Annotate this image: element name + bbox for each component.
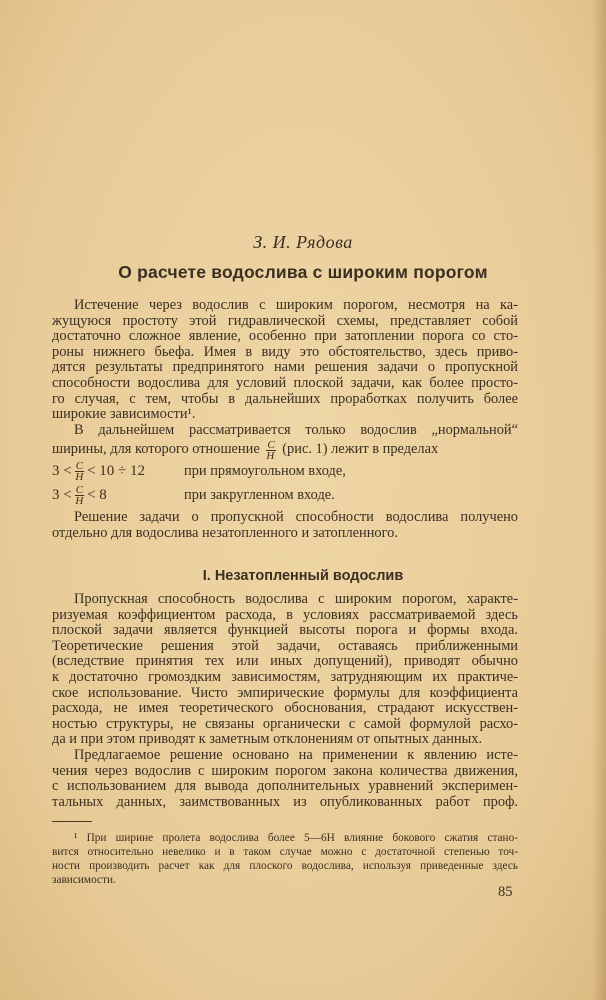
- formula-right: < 10 ÷ 12: [87, 462, 146, 479]
- text-line: широкие зависимости¹.: [52, 407, 196, 423]
- page-number: 85: [498, 884, 513, 900]
- text-fragment: ширины, для которого отношение: [52, 441, 260, 458]
- section-body: [52, 592, 518, 810]
- footnote-line: зависимости.: [52, 874, 116, 886]
- text-line: достаточно сложное явление, особенно при затоплении порога со сто-: [52, 329, 518, 345]
- fraction-denominator: H: [75, 471, 84, 483]
- formula-left: 3 <: [52, 462, 72, 479]
- text-line: способности водослива для условий плоской задачи, как более просто-: [52, 375, 518, 391]
- text-line: Истечение через водослив с широким порогом, несмотря на ка-: [74, 298, 518, 313]
- text-line: го случая, с тем, чтобы в дальнейших проработках получить более: [52, 391, 518, 407]
- formula-left: 3 <: [52, 486, 72, 503]
- text-line: ностью структуры, не связаны органически с самой формулой расхо-: [52, 716, 518, 732]
- text-line: ское использование. Чисто эмпирические формулы для коэффициента: [52, 685, 518, 701]
- fraction-denominator: H: [75, 495, 84, 507]
- text-line: расхода, не имея теоретического обоснования, страдают искусствен-: [52, 701, 518, 717]
- text-line: В дальнейшем рассматривается только водослив „нормальной“: [74, 422, 518, 438]
- section-heading: I. Незатопленный водослив: [202, 568, 404, 584]
- text-line: Пропускная способность водослива с широким порогом, характе-: [74, 592, 518, 607]
- text-line: Предлагаемое решение основано на применении к явлению исте-: [74, 747, 518, 763]
- formula-right: < 8: [87, 486, 107, 503]
- text-line: дятся результаты предпринятого нами решения задачи о пропускной: [52, 360, 518, 376]
- text-fragment: (рис. 1) лежит в пределах: [282, 441, 439, 458]
- text-line: к достаточно громоздким зависимостям, затрудняющим их практиче-: [52, 669, 518, 685]
- footnote-line: вится относительно невелико и в таком случае можно с достаточной степенью точ-: [52, 846, 518, 858]
- text-line: отдельно для водослива незатопленного и затопленного.: [52, 525, 398, 541]
- fraction-numerator: C: [75, 460, 84, 472]
- page-edge-shadow: [592, 0, 606, 1000]
- text-line: Решение задачи о пропускной способности водослива получено: [74, 510, 518, 525]
- text-line: плоской задачи является функцией высоты порога и формы входа.: [52, 623, 518, 639]
- fraction-numerator: C: [75, 484, 84, 496]
- formula-description: при закругленном входе.: [184, 487, 335, 503]
- fraction-numerator: C: [267, 438, 275, 451]
- text-line: (вследствие принятия тех или иных допущений), приводят обычно: [52, 654, 518, 670]
- formula-rounded-entry: [52, 484, 335, 507]
- text-line: да и при этом приводят к заметным отклонениям от опытных данных.: [52, 732, 483, 748]
- text-line: тальных данных, заимствованных из опубликованных работ проф.: [52, 794, 518, 810]
- text-line: роны нижнего бьефа. Имея в виду это обстоятельство, здесь приво-: [52, 344, 518, 360]
- footnote-line: ¹ При ширине пролета водослива более 5—6H влияние бокового сжатия стано-: [74, 832, 518, 844]
- solution-paragraph: [52, 510, 518, 541]
- footnote: [52, 831, 518, 887]
- footnote-divider: [52, 821, 92, 822]
- fraction-c-over-h: [266, 440, 275, 461]
- fraction-denominator: H: [266, 449, 275, 461]
- fraction-c-over-h: [75, 485, 84, 506]
- text-line: чения через водослив с широким порогом закона количества движения,: [52, 763, 518, 779]
- fraction-c-over-h: [75, 461, 84, 482]
- formula-description: при прямоугольном входе,: [184, 463, 346, 479]
- article-title: О расчете водослива с широким порогом: [118, 262, 488, 282]
- text-line: жущуюся простоту этой гидравлической схемы, представляет собой: [52, 313, 518, 329]
- text-line: с использованием для вывода дополнительных уравнений эксперимен-: [52, 779, 518, 795]
- text-line: Теоретические решения этой задачи, оставаясь приближенными: [52, 638, 518, 654]
- text-line: ризуемая коэффициентом расхода, в условиях рассматриваемой здесь: [52, 607, 518, 623]
- footnote-line: ности производить расчет как для плоского водослива, используя приведенные здесь: [52, 860, 518, 872]
- formula-rectangular-entry: [52, 460, 346, 483]
- author-name: З. И. Рядова: [253, 232, 353, 252]
- intro-paragraph: [52, 298, 518, 460]
- text-line-with-fraction: [52, 438, 518, 460]
